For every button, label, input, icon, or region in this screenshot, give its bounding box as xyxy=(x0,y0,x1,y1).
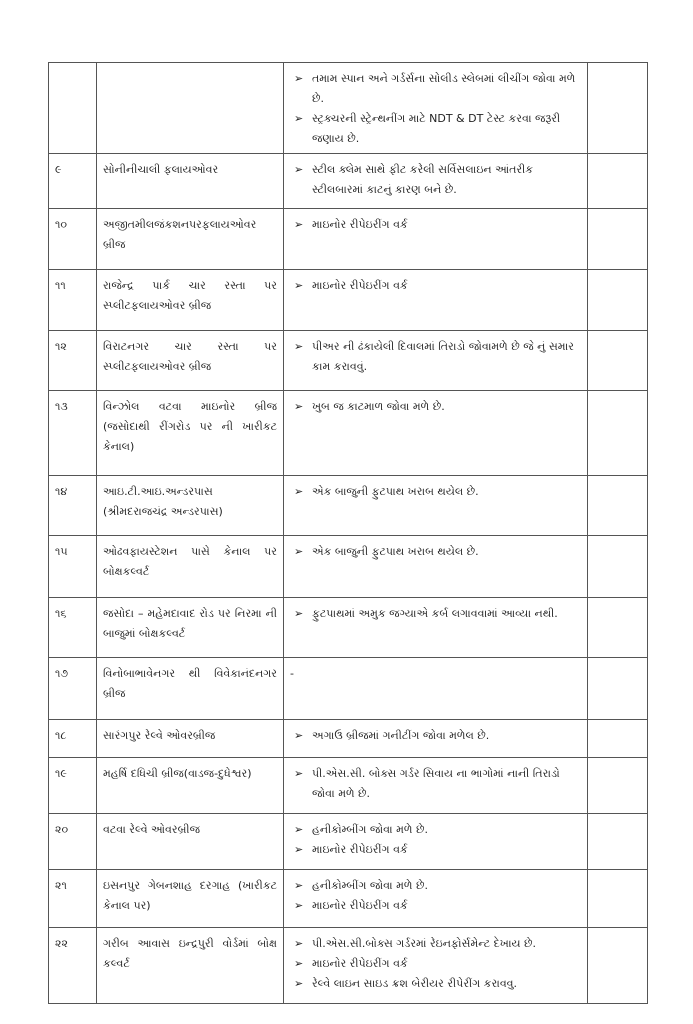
table-row xyxy=(49,391,648,476)
observation-list xyxy=(290,276,581,296)
serial-number: ૨૧ xyxy=(49,870,97,928)
remarks-cell xyxy=(588,476,648,536)
table-row xyxy=(49,870,648,928)
table-row xyxy=(49,928,648,1004)
remarks-cell xyxy=(588,598,648,658)
serial-number: ૧૪ xyxy=(49,476,97,536)
list-item xyxy=(290,820,581,840)
empty-dash: - xyxy=(290,667,294,680)
observation-list xyxy=(290,604,581,624)
serial-number: ૧૩ xyxy=(49,391,97,476)
observation-text: ખુબ જ કાટમાળ જોવા મળે છે. xyxy=(312,400,445,413)
arrowhead-bullet-icon: ➢ xyxy=(294,112,304,125)
table-row xyxy=(49,598,648,658)
bridge-name: વિરાટનગર ચાર રસ્તા પર સ્પ્લીટફલાયઓવર બ્રીજ xyxy=(97,331,284,391)
bridge-name: સોનીનીચાલી ફલાયઓવર xyxy=(97,154,284,209)
list-item xyxy=(290,69,581,109)
observation-list xyxy=(290,160,581,200)
remarks-cell xyxy=(588,209,648,270)
table-row xyxy=(49,536,648,598)
remarks-cell xyxy=(588,154,648,209)
observation-list xyxy=(290,934,581,994)
observations-cell xyxy=(284,598,588,658)
list-item xyxy=(290,215,581,235)
observation-text: માઇનોર રીપેઇરીંગ વર્ક xyxy=(312,279,408,292)
list-item xyxy=(290,337,581,377)
serial-number: ૧૯ xyxy=(49,758,97,814)
bridge-name: વિનોબાભાવેનગર થી વિવેકાનંદનગર બ્રીજ xyxy=(97,658,284,720)
serial-number: ૧૨ xyxy=(49,331,97,391)
list-item xyxy=(290,954,581,974)
arrowhead-bullet-icon: ➢ xyxy=(294,340,304,353)
table-row xyxy=(49,658,648,720)
table-row xyxy=(49,814,648,870)
observations-cell xyxy=(284,331,588,391)
serial-number: ૧૮ xyxy=(49,720,97,758)
arrowhead-bullet-icon: ➢ xyxy=(294,767,304,780)
bridge-name: ઇસનપુર ગેબનશાહ દરગાહ (ખારીકટ કેનાલ પર) xyxy=(97,870,284,928)
arrowhead-bullet-icon: ➢ xyxy=(294,72,304,85)
observations-cell xyxy=(284,63,588,154)
observations-cell xyxy=(284,391,588,476)
list-item xyxy=(290,974,581,994)
serial-number: ૧૧ xyxy=(49,270,97,331)
observation-list xyxy=(290,820,581,860)
observation-text: માઇનોર રીપેઇરીંગ વર્ક xyxy=(312,843,408,856)
observation-text: એક બાજુની ફુટપાથ ખરાબ થયેલ છે. xyxy=(312,545,479,558)
remarks-cell xyxy=(588,391,648,476)
table-row xyxy=(49,758,648,814)
list-item xyxy=(290,604,581,624)
serial-number xyxy=(49,63,97,154)
observation-list xyxy=(290,397,581,417)
list-item xyxy=(290,160,581,200)
observations-cell xyxy=(284,476,588,536)
arrowhead-bullet-icon: ➢ xyxy=(294,485,304,498)
observation-list xyxy=(290,215,581,235)
remarks-cell xyxy=(588,720,648,758)
list-item xyxy=(290,276,581,296)
bridge-inspection-table xyxy=(48,62,648,1004)
observations-cell xyxy=(284,154,588,209)
observations-cell xyxy=(284,270,588,331)
list-item xyxy=(290,840,581,860)
bridge-name: જસોદા – મહેમદાવાદ રોડ પર નિરમા ની બાજુમાં બોક્ષકલ્વર્ટ xyxy=(97,598,284,658)
bridge-name: મહર્ષિ દધિચી બ્રીજ(વાડજ-દુધેશ્વર) xyxy=(97,758,284,814)
observations-cell xyxy=(284,928,588,1004)
observation-list xyxy=(290,876,581,916)
observation-text: સ્ટ્રક્ચરની સ્ટ્રેન્થનીંગ માટે NDT & DT ટેસ્ટ કરવા જરૂરી જણાય છે. xyxy=(312,112,561,145)
observations-cell xyxy=(284,758,588,814)
observation-text: હનીકોમ્બીંગ જોવા મળે છે. xyxy=(312,879,428,892)
observation-text: ફુટપાથમાં અમુક જગ્યાએ કર્બ લગાવવામાં આવ્યા નથી. xyxy=(312,607,558,620)
remarks-cell xyxy=(588,536,648,598)
bridge-name: વિન્ઝોલ વટવા માઇનોર બ્રીજ (જસોદાથી રીંગરોડ પર ની ખારીકટ કેનાલ) xyxy=(97,391,284,476)
bridge-name: આઇ.ટી.આઇ.અન્ડરપાસ (શ્રીમદરાજચંદ્ર અન્ડરપાસ) xyxy=(97,476,284,536)
observations-cell xyxy=(284,536,588,598)
remarks-cell xyxy=(588,928,648,1004)
observations-cell xyxy=(284,658,588,720)
table-row xyxy=(49,270,648,331)
remarks-cell xyxy=(588,270,648,331)
arrowhead-bullet-icon: ➢ xyxy=(294,957,304,970)
bridge-name: વટવા રેલ્વે ઓવરબ્રીજ xyxy=(97,814,284,870)
serial-number: ૧૫ xyxy=(49,536,97,598)
observation-list xyxy=(290,69,581,149)
arrowhead-bullet-icon: ➢ xyxy=(294,400,304,413)
observation-text: હનીકોમ્બીંગ જોવા મળે છે. xyxy=(312,823,428,836)
remarks-cell xyxy=(588,331,648,391)
bridge-name: ગરીબ આવાસ ઇન્દ્રપુરી વોર્ડમાં બોક્ષ કલ્વર્ટ xyxy=(97,928,284,1004)
observations-cell xyxy=(284,209,588,270)
list-item xyxy=(290,764,581,804)
remarks-cell xyxy=(588,814,648,870)
table-row xyxy=(49,331,648,391)
list-item xyxy=(290,397,581,417)
serial-number: ૧૭ xyxy=(49,658,97,720)
table-row xyxy=(49,720,648,758)
remarks-cell xyxy=(588,758,648,814)
remarks-cell xyxy=(588,63,648,154)
table-row xyxy=(49,63,648,154)
arrowhead-bullet-icon: ➢ xyxy=(294,163,304,176)
list-item xyxy=(290,876,581,896)
observation-list xyxy=(290,764,581,804)
arrowhead-bullet-icon: ➢ xyxy=(294,545,304,558)
table-row xyxy=(49,209,648,270)
arrowhead-bullet-icon: ➢ xyxy=(294,899,304,912)
bridge-name: રાજેન્દ્ર પાર્ક ચાર રસ્તા પર સ્પ્લીટફલાયઓવર બ્રીજ xyxy=(97,270,284,331)
arrowhead-bullet-icon: ➢ xyxy=(294,607,304,620)
table-row xyxy=(49,154,648,209)
arrowhead-bullet-icon: ➢ xyxy=(294,729,304,742)
list-item xyxy=(290,542,581,562)
arrowhead-bullet-icon: ➢ xyxy=(294,218,304,231)
arrowhead-bullet-icon: ➢ xyxy=(294,843,304,856)
bridge-name: અજીતમીલજંકશનપરફલાયઓવર બ્રીજ xyxy=(97,209,284,270)
observation-text: અગાઉ બ્રીજમાં ગનીટીંગ જોવા મળેલ છે. xyxy=(312,729,490,742)
observation-text: તમામ સ્પાન અને ગર્ડર્સના સોલીડ સ્લેબમાં લીચીંગ જોવા મળે છે. xyxy=(312,72,576,105)
arrowhead-bullet-icon: ➢ xyxy=(294,279,304,292)
remarks-cell xyxy=(588,870,648,928)
observation-text: પીઅર ની ઢંકાયેલી દિવાલમાં તિરાડો જોવામળે છે જે નું સમાર કામ કરાવવું. xyxy=(312,340,574,373)
observation-text: સ્ટીલ ક્લેમ સાથે ફીટ કરેલી સર્વિસલાઇન આંતરીક સ્ટીલબારમાં કાટનું કારણ બને છે. xyxy=(312,163,533,196)
arrowhead-bullet-icon: ➢ xyxy=(294,977,304,990)
bridge-name: ઓઢવફાયસ્ટેશન પાસે કેનાલ પર બોક્ષકલ્વર્ટ xyxy=(97,536,284,598)
observation-list xyxy=(290,482,581,502)
list-item xyxy=(290,896,581,916)
list-item xyxy=(290,726,581,746)
observation-text: રેલ્વે લાઇન સાઇડ ક્રશ બેરીયર રીપેરીંગ કરાવવુ. xyxy=(312,977,518,990)
bridge-name: સારંગપુર રેલ્વે ઓવરબ્રીજ xyxy=(97,720,284,758)
observation-text: એક બાજુની ફુટપાથ ખરાબ થયેલ છે. xyxy=(312,485,479,498)
observation-list xyxy=(290,542,581,562)
arrowhead-bullet-icon: ➢ xyxy=(294,937,304,950)
list-item xyxy=(290,934,581,954)
observation-text: માઇનોર રીપેઇરીંગ વર્ક xyxy=(312,957,408,970)
table-row xyxy=(49,476,648,536)
list-item xyxy=(290,109,581,149)
serial-number: ૧૬ xyxy=(49,598,97,658)
serial-number: ૨૨ xyxy=(49,928,97,1004)
observation-text: માઇનોર રીપેઇરીંગ વર્ક xyxy=(312,218,408,231)
observations-cell xyxy=(284,814,588,870)
serial-number: ૨૦ xyxy=(49,814,97,870)
serial-number: ૯ xyxy=(49,154,97,209)
serial-number: ૧૦ xyxy=(49,209,97,270)
list-item xyxy=(290,482,581,502)
observation-list xyxy=(290,337,581,377)
observation-list xyxy=(290,726,581,746)
observation-text: માઇનોર રીપેઇરીંગ વર્ક xyxy=(312,899,408,912)
arrowhead-bullet-icon: ➢ xyxy=(294,879,304,892)
arrowhead-bullet-icon: ➢ xyxy=(294,823,304,836)
observations-cell xyxy=(284,870,588,928)
remarks-cell xyxy=(588,658,648,720)
observation-text: પી.એસ.સી. બોક્સ ગર્ડર સિવાય ના ભાગોમાં નાની તિરાડો જોવા મળે છે. xyxy=(312,767,560,800)
observation-text: પી.એસ.સી.બોક્સ ગર્ડરમાં રેઇનફોર્સમેન્ટ દેખાય છે. xyxy=(312,937,537,950)
bridge-name xyxy=(97,63,284,154)
observations-cell xyxy=(284,720,588,758)
